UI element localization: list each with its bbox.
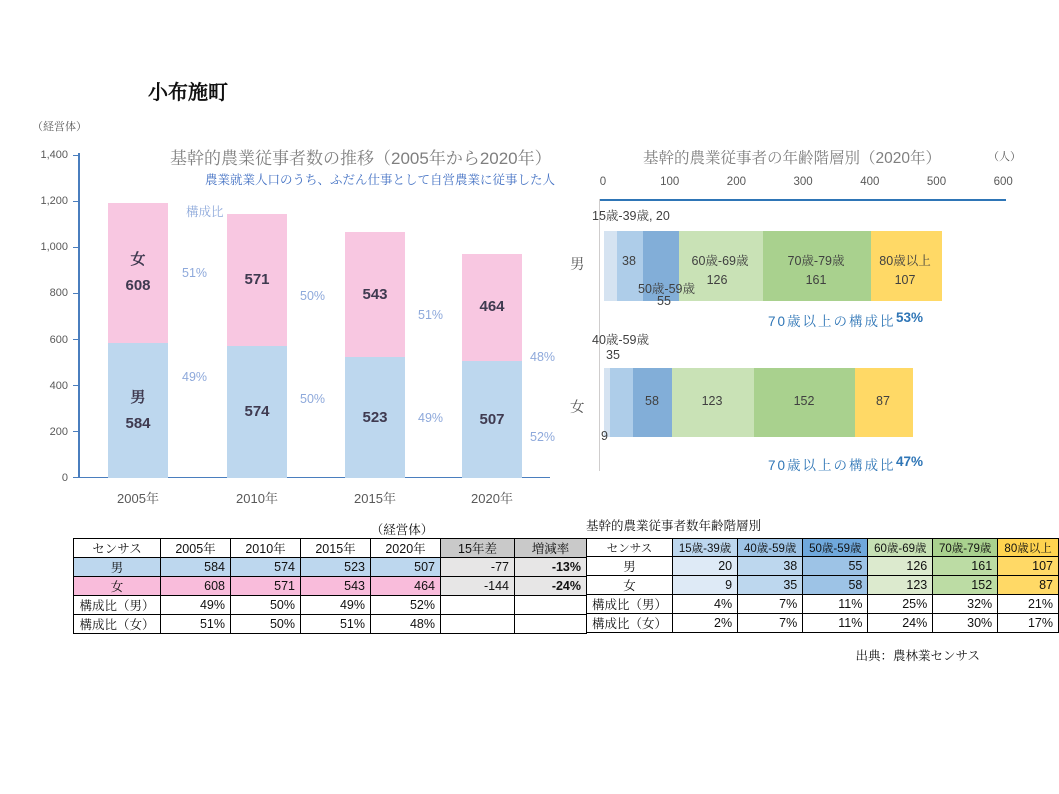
x-tick-label: 600 [993,176,1013,188]
right-chart-unit-label: （人） [988,151,1021,163]
table-cell: 2% [673,614,738,633]
table-cell: 35 [738,576,803,595]
table-cell: 15年差 [441,539,515,558]
table-cell: 38 [738,557,803,576]
table-cell: 40歳-59歳 [738,539,803,557]
male-seg4-value: 126 [706,273,728,287]
table-cell [515,615,587,634]
table-cell: 21% [998,595,1059,614]
y-tick-mark [73,247,78,248]
table-cell: 52% [371,596,441,615]
table-cell: 507 [371,558,441,577]
table-cell: 30% [933,614,998,633]
left-chart-title-main: 基幹的農業従事者数の推移（2005年から2020年） [170,149,552,168]
bar-labels-male-2015年 [345,357,405,478]
table-cell: -144 [441,577,515,596]
bar-value-label: 507 [479,410,505,428]
x-axis-label-2005年: 2005年 [117,491,159,506]
table-cell: 9 [673,576,738,595]
table-cell: 584 [161,558,231,577]
table-cell: 51% [161,615,231,634]
left-chart-unit-label: （経営体） [32,121,87,133]
composition-female-2015年: 51% [418,308,444,322]
bar-value-label: 574 [244,402,270,420]
male-over70-value: 53% [896,310,924,325]
bar-value-label: 464 [479,298,505,316]
male-seg5-value: 161 [805,273,827,287]
table-cell: 161 [933,557,998,576]
table-cell: -77 [441,558,515,577]
female-seg2-value: 35 [606,348,620,362]
y-tick-label: 1,200 [40,195,68,208]
table-cell: 49% [301,596,371,615]
age-segment-男-15歳-39歳 [604,231,617,301]
table-cell: 32% [933,595,998,614]
table-cell: 25% [868,595,933,614]
bar-labels-male-2010年 [227,346,287,478]
male-seg3-value: 55 [657,294,671,308]
table-cell: 543 [301,577,371,596]
female-over70-value: 47% [896,454,924,469]
composition-female-2005年: 51% [182,266,208,280]
table-cell: 60歳-69歳 [868,539,933,557]
table-cell: 87 [998,576,1059,595]
male-seg1-label: 15歳-39歳, 20 [592,209,670,223]
x-tick-label: 100 [660,176,680,188]
bar-labels-male-2005年 [108,343,168,478]
table-cell: 152 [933,576,998,595]
y-tick-mark [73,477,78,478]
x-tick-label: 300 [793,176,813,188]
male-seg3-name: 50歳-59歳 [638,282,695,296]
table-cell [515,596,587,615]
x-tick-label: 200 [726,176,746,188]
y-tick-mark [73,431,78,432]
series-name-label: 男 [130,388,146,406]
bar-value-label: 571 [244,270,270,288]
table-cell: 11% [803,595,868,614]
right-chart-x-axis-line [600,199,1006,201]
table-cell: センサス [587,539,673,557]
y-tick-mark [73,385,78,386]
male-seg6-name: 80歳以上 [879,254,931,268]
left-table-unit-note: （経営体） [370,523,434,537]
table-cell: 11% [803,614,868,633]
series-name-label: 女 [130,251,146,269]
y-tick-label: 1,400 [40,149,68,161]
table-cell: 女 [587,576,673,595]
table-cell: -24% [515,577,587,596]
male-seg6-value: 107 [894,273,916,287]
table-cell: 2020年 [371,539,441,558]
left-chart-subtitle: 農業就業人口のうち、ふだん仕事として自営農業に従事した人 [205,173,556,187]
table-cell: 126 [868,557,933,576]
table-cell: 男 [587,557,673,576]
right-chart-title: 基幹的農業従事者の年齢階層別（2020年） [643,150,941,167]
x-axis-label-2010年: 2010年 [236,491,278,506]
table-cell: 523 [301,558,371,577]
female-seg2-name: 40歳-59歳 [592,333,649,347]
table-cell: 80歳以上 [998,539,1059,557]
composition-male-2015年: 49% [418,411,444,425]
table-cell: 15歳-39歳 [673,539,738,557]
table-cell: 2005年 [161,539,231,558]
bar-value-label: 543 [362,285,388,303]
male-seg4-name: 60歳-69歳 [691,254,749,268]
table-cell: 123 [868,576,933,595]
bar-value-label: 523 [362,408,388,426]
y-tick-mark [73,201,78,202]
table-cell: 58 [803,576,868,595]
table-cell: 2010年 [231,539,301,558]
table-cell [441,615,515,634]
source-note: 出典：農林業センサス [855,649,980,663]
bar-labels-female-2010年 [227,214,287,346]
bar-value-label: 584 [125,414,151,432]
y-tick-mark [73,155,78,156]
y-tick-label: 400 [49,379,68,392]
bar-value-label: 608 [125,277,151,295]
table-cell: 20 [673,557,738,576]
bar-labels-male-2020年 [462,361,522,478]
composition-male-2010年: 50% [300,392,326,406]
table-cell: 50歳-59歳 [803,539,868,557]
female-seg5-value: 152 [793,394,815,408]
x-tick-label: 500 [926,176,947,188]
female-seg4-value: 123 [701,394,723,408]
right-age-table [586,538,1059,633]
table-cell: 48% [371,615,441,634]
y-tick-label: 800 [49,287,68,300]
female-seg3-value: 58 [645,394,659,408]
table-cell: 608 [161,577,231,596]
table-cell: 571 [231,577,301,596]
right-chart-category-female: 女 [570,400,585,416]
male-seg5-name: 70歳-79歳 [787,254,845,268]
table-cell: 構成比（男） [587,595,673,614]
table-cell: 男 [74,558,161,577]
composition-male-2005年: 49% [182,370,208,384]
right-table-title: 基幹的農業従事者数年齢階層別 [586,519,762,533]
table-cell: 574 [231,558,301,577]
y-tick-label: 1,000 [40,241,68,254]
y-tick-mark [73,293,78,294]
y-tick-label: 0 [61,471,68,484]
table-cell [441,596,515,615]
composition-female-2010年: 50% [300,289,326,303]
composition-ratio-label: 構成比 [186,205,224,219]
table-cell: 構成比（女） [74,615,161,634]
table-cell: 50% [231,596,301,615]
table-cell: 4% [673,595,738,614]
y-tick-label: 600 [49,333,68,346]
bar-labels-female-2015年 [345,232,405,357]
table-cell: 女 [74,577,161,596]
female-seg1-value: 9 [601,429,608,443]
age-segment-女-40歳-59歳 [610,368,633,437]
page-title: 小布施町 [148,82,228,104]
table-cell: 24% [868,614,933,633]
left-chart-y-axis-line [78,153,80,478]
table-cell: 7% [738,595,803,614]
x-axis-label-2020年: 2020年 [471,491,513,506]
male-seg2-value: 38 [622,254,636,268]
table-cell: 増減率 [515,539,587,558]
table-cell: 464 [371,577,441,596]
left-chart-title [170,144,552,169]
table-cell: 構成比（女） [587,614,673,633]
y-tick-label: 200 [49,425,68,438]
table-cell: 55 [803,557,868,576]
table-cell: 70歳-79歳 [933,539,998,557]
left-summary-table [73,538,587,634]
right-chart-category-male: 男 [570,257,585,273]
composition-male-2020年: 52% [530,430,556,444]
bar-labels-female-2020年 [462,254,522,361]
table-cell: 構成比（男） [74,596,161,615]
bar-labels-female-2005年 [108,203,168,343]
x-tick-label: 400 [860,176,880,188]
composition-female-2020年: 48% [530,350,556,364]
table-cell: 107 [998,557,1059,576]
table-cell: 2015年 [301,539,371,558]
x-tick-label: 0 [599,176,607,188]
table-cell: センサス [74,539,161,558]
x-axis-label-2015年: 2015年 [354,491,396,506]
table-cell: -13% [515,558,587,577]
table-cell: 49% [161,596,231,615]
table-cell: 17% [998,614,1059,633]
table-cell: 51% [301,615,371,634]
y-tick-mark [73,339,78,340]
male-over70-label: 70歳以上の構成比 [768,314,896,329]
table-cell: 7% [738,614,803,633]
female-over70-label: 70歳以上の構成比 [768,458,896,473]
female-seg6-value: 87 [876,394,890,408]
table-cell: 50% [231,615,301,634]
